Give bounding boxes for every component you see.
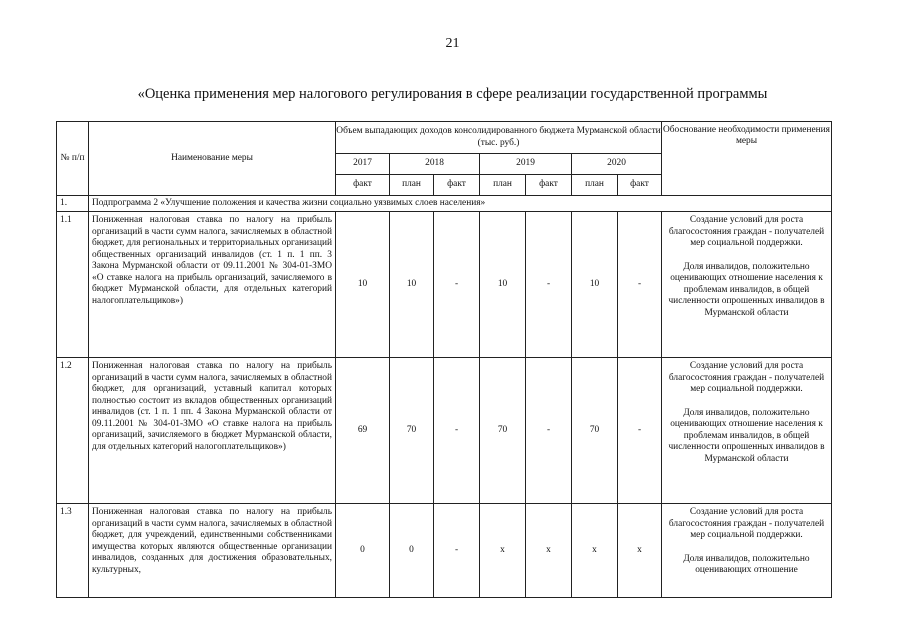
justification-cell — [662, 212, 832, 358]
value-cell: - — [618, 212, 662, 358]
header-number: № п/п — [57, 122, 89, 196]
value-cell: 10 — [480, 212, 526, 358]
table-row — [57, 212, 832, 358]
value-cell: 69 — [336, 358, 390, 504]
justification-indicator: Доля инвалидов, положительно оценивающих отношение населения к проблемам инвалидов, в общей численности опрошенных инвалидов в Мурманской области — [668, 407, 825, 464]
value-cell: x — [572, 504, 618, 598]
justification-cell — [662, 504, 832, 598]
justification-goal: Создание условий для роста благосостояния граждан - получателей мер социальной поддержки. — [668, 215, 825, 249]
header-measure-name: Наименование меры — [89, 122, 336, 196]
subheader-plan: план — [572, 175, 618, 196]
row-number: 1.3 — [57, 504, 89, 598]
subheader-plan: план — [480, 175, 526, 196]
value-cell: x — [480, 504, 526, 598]
header-year: 2017 — [336, 154, 390, 175]
value-cell: 10 — [336, 212, 390, 358]
section-number: 1. — [57, 196, 89, 212]
table-row — [57, 504, 832, 598]
header-justification: Обоснование необходимости применения меры — [662, 122, 832, 196]
measure-name: Пониженная налоговая ставка по налогу на прибыль организаций в части сумм налога, зачисляемых в областной бюджет, для организаций, уставный капитал которых полностью состоит из вкладов общественных организаций инвалидов (ст. 1 п. 1 пп. 4 Закона Мурманской области от 09.11.2001 № 304-01-ЗМО «О ставке налога на прибыль организаций, зачисляемого в бюджет Мурманской области, для отдельных категорий налогоплательщиков») — [89, 358, 336, 504]
table-row — [57, 358, 832, 504]
tax-measures-table — [56, 121, 832, 598]
value-cell: 70 — [572, 358, 618, 504]
justification-indicator: Доля инвалидов, положительно оценивающих отношение населения к проблемам инвалидов, в общей численности опрошенных инвалидов в Мурманской области — [668, 261, 825, 318]
value-cell: 10 — [390, 212, 434, 358]
subheader-fact: факт — [618, 175, 662, 196]
row-number: 1.2 — [57, 358, 89, 504]
value-cell: - — [434, 504, 480, 598]
header-lost-revenue: Объем выпадающих доходов консолидированного бюджета Мурманской области (тыс. руб.) — [336, 122, 662, 154]
section-row — [57, 196, 832, 212]
header-year: 2018 — [390, 154, 480, 175]
value-cell: - — [526, 358, 572, 504]
page-number: 21 — [445, 36, 460, 51]
measure-name: Пониженная налоговая ставка по налогу на прибыль организаций в части сумм налога, зачисляемых в областной бюджет, для учреждений, единственными собственниками имущества которых являются общественные организации инвалидов, созданных для достижения образовательных, культурных, — [89, 504, 336, 598]
value-cell: - — [434, 212, 480, 358]
justification-cell — [662, 358, 832, 504]
value-cell: x — [618, 504, 662, 598]
value-cell: - — [434, 358, 480, 504]
subheader-fact: факт — [336, 175, 390, 196]
document-title: «Оценка применения мер налогового регулирования в сфере реализации государственной программы — [137, 86, 768, 102]
justification-goal: Создание условий для роста благосостояния граждан - получателей мер социальной поддержки. — [668, 361, 825, 395]
row-number: 1.1 — [57, 212, 89, 358]
value-cell: 0 — [336, 504, 390, 598]
section-title: Подпрограмма 2 «Улучшение положения и качества жизни социально уязвимых слоев населения» — [89, 196, 832, 212]
value-cell: - — [526, 212, 572, 358]
value-cell: x — [526, 504, 572, 598]
justification-indicator: Доля инвалидов, положительно оценивающих отношение — [683, 553, 810, 576]
header-year: 2019 — [480, 154, 572, 175]
subheader-fact: факт — [526, 175, 572, 196]
value-cell: - — [618, 358, 662, 504]
header-year: 2020 — [572, 154, 662, 175]
subheader-fact: факт — [434, 175, 480, 196]
value-cell: 0 — [390, 504, 434, 598]
subheader-plan: план — [390, 175, 434, 196]
justification-goal: Создание условий для роста благосостояния граждан - получателей мер социальной поддержки. — [668, 507, 825, 541]
value-cell: 10 — [572, 212, 618, 358]
value-cell: 70 — [480, 358, 526, 504]
value-cell: 70 — [390, 358, 434, 504]
measure-name: Пониженная налоговая ставка по налогу на прибыль организаций в части сумм налога, зачисляемых в областной бюджет, для региональных и территориальных организаций общественных организаций инвалидов (ст. 1 п. 1 пп. 3 Закона Мурманской области от 09.11.2001 № 304-01-ЗМО «О ставке налога на прибыль организаций, зачисляемого в бюджет Мурманской области, для отдельных категорий налогоплательщиков») — [89, 212, 336, 358]
